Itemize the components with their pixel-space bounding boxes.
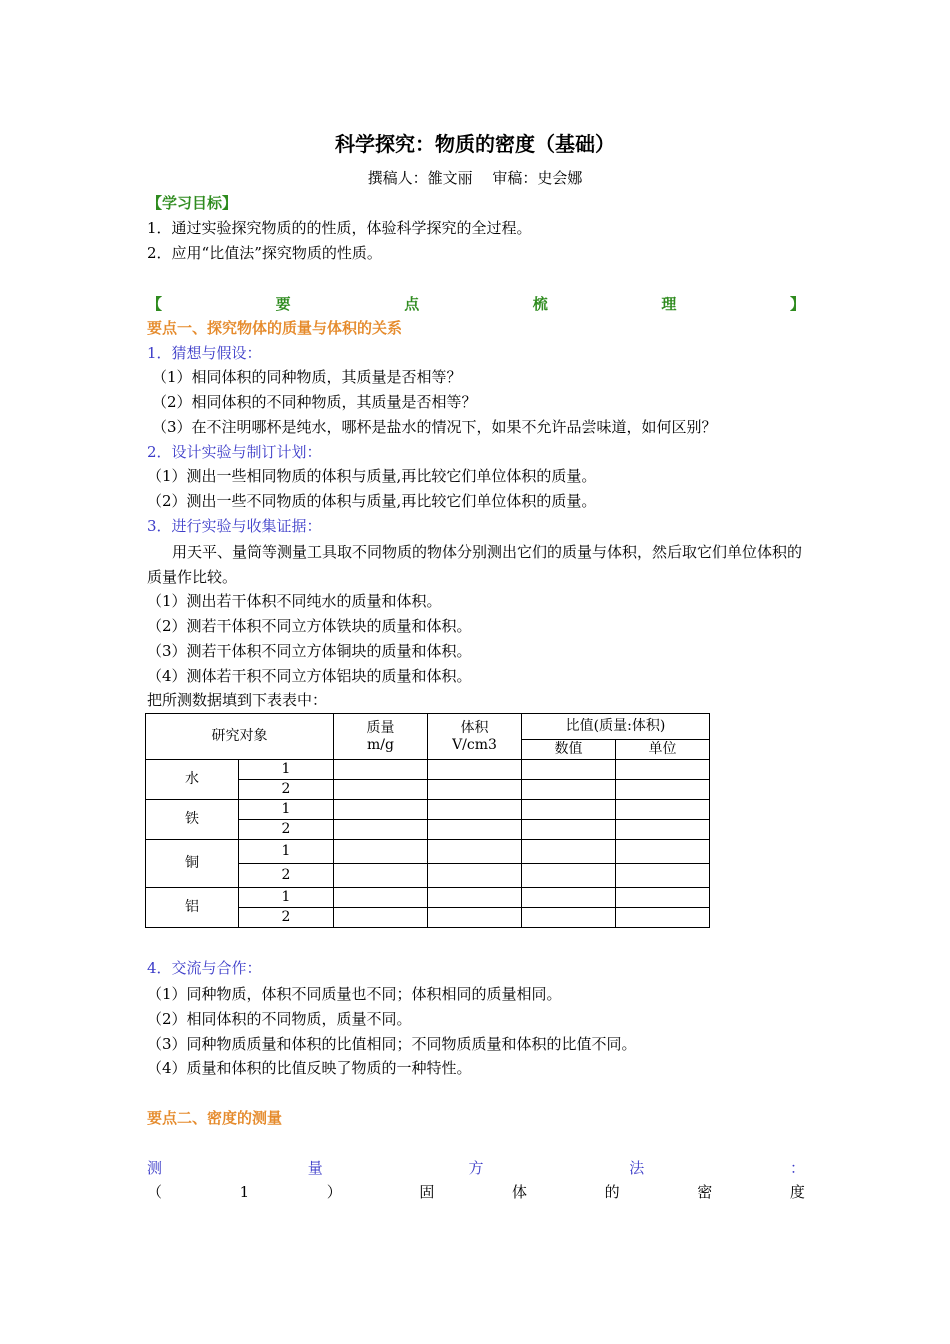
trial-cell: 2 (239, 780, 334, 800)
table-intro: 把所测数据填到下表表中： (147, 691, 328, 709)
data-cell (334, 780, 428, 800)
header-research-object: 研究对象 (146, 714, 334, 760)
summary-heading-char: 要 (275, 295, 291, 313)
trial-cell: 2 (239, 908, 334, 928)
line-char: 1 (239, 1183, 250, 1201)
data-table (145, 713, 710, 928)
author-line: 撰稿人：雒文丽 审稿：史会娜 (367, 169, 583, 187)
data-cell (616, 840, 710, 864)
list-item: （2）测若干体积不同立方体铁块的质量和体积。 (147, 617, 472, 635)
header-mass-label: 质量 (366, 719, 395, 736)
page-title: 科学探究：物质的密度（基础） (335, 132, 615, 156)
point1-title: 要点一、探究物体的质量与体积的关系 (147, 319, 403, 337)
data-cell (616, 820, 710, 840)
data-cell (428, 840, 522, 864)
list-item: （1）相同体积的同种物质，其质量是否相等？ (152, 368, 462, 386)
summary-heading (147, 294, 805, 314)
list-item: （3）测若干体积不同立方体铜块的质量和体积。 (147, 642, 472, 660)
list-item: （1）测出若干体积不同纯水的质量和体积。 (147, 592, 442, 610)
line-char: 体 (512, 1183, 528, 1201)
trial-cell: 1 (239, 800, 334, 820)
summary-heading-char: 梳 (532, 295, 548, 313)
method-char: 测 (147, 1159, 163, 1177)
data-cell (428, 820, 522, 840)
table-row (146, 760, 710, 780)
data-cell (616, 864, 710, 888)
objective-item: 1．通过实验探究物质的的性质，体验科学探究的全过程。 (147, 219, 532, 237)
section2-title: 2．设计实验与制订计划： (147, 443, 322, 461)
data-cell (428, 780, 522, 800)
list-item: （4）测体若干积不同立方体铝块的质量和体积。 (147, 667, 472, 685)
data-cell (334, 820, 428, 840)
line-char: 度 (789, 1183, 805, 1201)
data-cell (334, 840, 428, 864)
list-item: （3）同种物质质量和体积的比值相同；不同物质质量和体积的比值不同。 (147, 1035, 637, 1053)
data-cell (616, 800, 710, 820)
data-cell (522, 864, 616, 888)
table-row (146, 800, 710, 820)
list-item: （2）相同体积的不同种物质，其质量是否相等？ (152, 393, 477, 411)
table-row (146, 888, 710, 908)
method-char: ： (789, 1159, 805, 1177)
summary-heading-char: 】 (789, 295, 805, 313)
data-cell (334, 864, 428, 888)
method-char: 法 (629, 1159, 645, 1177)
list-item: （2）测出一些不同物质的体积与质量,再比较它们单位体积的质量。 (147, 492, 597, 510)
header-ratio: 比值(质量:体积) (522, 714, 710, 740)
point2-title: 要点二、密度的测量 (147, 1109, 283, 1127)
section3-title: 3．进行实验与收集证据： (147, 517, 322, 535)
material-cell: 铁 (146, 800, 239, 840)
method-char: 量 (307, 1159, 323, 1177)
data-cell (522, 908, 616, 928)
data-cell (334, 800, 428, 820)
trial-cell: 2 (239, 864, 334, 888)
header-mass (334, 714, 428, 760)
header-unit: 单位 (616, 740, 710, 760)
data-cell (428, 760, 522, 780)
material-cell: 铝 (146, 888, 239, 928)
summary-heading-char: 【 (147, 295, 163, 313)
section4-title: 4．交流与合作： (147, 959, 262, 977)
line-char: 密 (697, 1183, 713, 1201)
data-cell (334, 888, 428, 908)
data-cell (522, 820, 616, 840)
header-mass-unit: m/g (367, 736, 394, 753)
list-item: （2）相同体积的不同物质，质量不同。 (147, 1010, 412, 1028)
trial-cell: 1 (239, 888, 334, 908)
trial-cell: 1 (239, 760, 334, 780)
data-cell (522, 760, 616, 780)
data-cell (522, 840, 616, 864)
trial-cell: 2 (239, 820, 334, 840)
data-cell (522, 780, 616, 800)
data-cell (616, 780, 710, 800)
table-row (146, 840, 710, 864)
data-cell (616, 760, 710, 780)
method-heading (147, 1158, 805, 1178)
objective-item: 2．应用“比值法”探究物质的性质。 (147, 244, 382, 262)
header-volume-label: 体积 (460, 719, 489, 736)
material-cell: 铜 (146, 840, 239, 888)
list-item: （3）在不注明哪杯是纯水，哪杯是盐水的情况下，如果不允许品尝味道，如何区别？ (152, 418, 717, 436)
header-value: 数值 (522, 740, 616, 760)
line-char: 固 (419, 1183, 435, 1201)
line-char: （ (147, 1183, 163, 1201)
data-cell (522, 800, 616, 820)
list-item: （4）质量和体积的比值反映了物质的一种特性。 (147, 1059, 472, 1077)
method-char: 方 (468, 1159, 484, 1177)
list-item: （1）同种物质，体积不同质量也不同；体积相同的质量相同。 (147, 985, 562, 1003)
data-cell (334, 760, 428, 780)
summary-heading-char: 理 (661, 295, 677, 313)
data-cell (616, 888, 710, 908)
summary-heading-char: 点 (404, 295, 420, 313)
data-cell (616, 908, 710, 928)
list-item: （1）测出一些相同物质的体积与质量,再比较它们单位体积的质量。 (147, 467, 597, 485)
header-volume-unit: V/cm3 (452, 736, 497, 753)
objectives-heading: 【学习目标】 (147, 194, 238, 212)
data-cell (428, 800, 522, 820)
data-cell (428, 908, 522, 928)
data-cell (334, 908, 428, 928)
data-cell (522, 888, 616, 908)
material-cell: 水 (146, 760, 239, 800)
section1-title: 1．猜想与假设： (147, 344, 262, 362)
line-char: 的 (604, 1183, 620, 1201)
line-char: ） (326, 1183, 342, 1201)
solid-density-line (147, 1182, 805, 1202)
section3-paragraph: 用天平、量筒等测量工具取不同物质的物体分别测出它们的质量与体积，然后取它们单位体积的质量作比较。 (147, 543, 803, 586)
trial-cell: 1 (239, 840, 334, 864)
data-cell (428, 888, 522, 908)
header-volume (428, 714, 522, 760)
data-cell (428, 864, 522, 888)
